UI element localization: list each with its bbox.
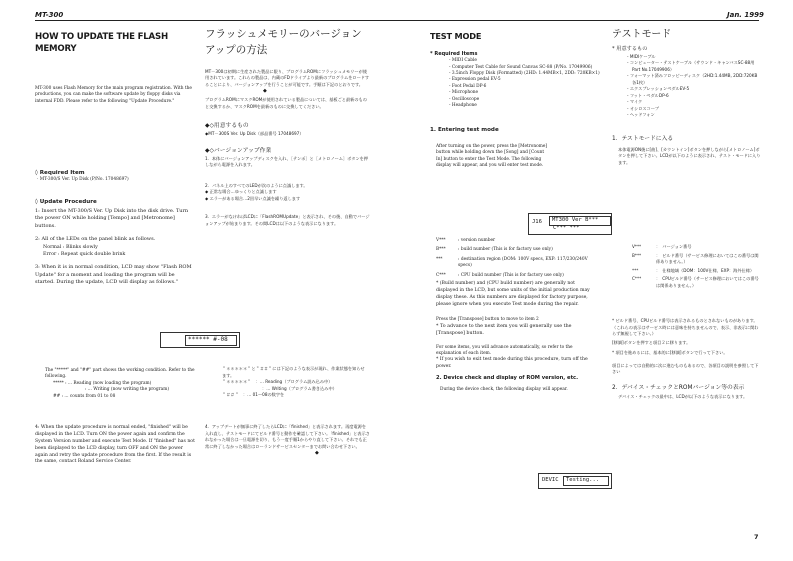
step4-en: 4: When the update procedure is normal ended, "finished" will be displayed in the LCD. Turn ON the power again and confirm the System Version number and execute Test Mode. If "finished" has not been displayed to the LCD display, turn OFF and ON the power again and retry the update procedure from the first. If the result is the same, contact Roland Service Center. [35, 425, 195, 465]
definitions-jp [632, 244, 762, 289]
required-item-jp: - オシロスコープ [627, 105, 659, 111]
required-item: - MIDI Cable [449, 58, 477, 64]
update-jp-heading: ◆◇バージョンアップ作業 [205, 148, 272, 155]
step3-en: 3: When it is in normal condition, LCD may show "Flash ROM Update" for a moment and loading the program will be started. During the update, LCD will display as follows." [35, 264, 192, 286]
required-item-en: · MT-300/S Ver. Up Disk (P/No. 17048697) [37, 177, 129, 183]
required-item-heading: ◊ Required Item [35, 170, 85, 177]
required-items-list-jp [612, 54, 762, 119]
device-check-jp-heading: 2．デバイス・チェックとROMバージョン等の表示 [612, 384, 745, 391]
intro-jp: MT－300は初期に生産された製品に限り、プログラムROMにフラッシュメモリーが使用されています。これらの製品は、内蔵のFDドライブより最新のプログラムをロードすることにより、バージョンアップを行うことが可能です。手順は下記のとおりです。 [205, 68, 370, 87]
entering-test-mode-en: After turning on the power, press the [Metronome] button while holding down the [Song] and [Count In] button to enter the Test Mode. The following display will appear, and you will enter test mode. [436, 143, 548, 169]
update-procedure-heading: ◊ Update Procedure [35, 198, 97, 205]
required-items-jp-heading: * 用意するもの [612, 46, 648, 52]
header-date: Jan. 1999 [727, 11, 764, 19]
required-item-jp: - エクスプレッションペダルEV-5 [627, 86, 690, 92]
working-condition-jp [222, 366, 368, 399]
lcd-display-test-mode [528, 213, 612, 235]
intro-en: MT-300 uses Flash Memory for the main program registration. With the productions, you can make the software update by floppy disks via internal FDD. Please refer to the following "Update Procedure." [35, 85, 192, 104]
required-item: - Headphone [449, 103, 477, 109]
required-item: - 3.5inch Floppy Disk (Formatted) (2HD: 1.44MB×1, 2DD: 720KB×1) [449, 71, 600, 77]
right-english-column [430, 27, 600, 170]
step2-jp: 2．パネル上のすべてのLEDが次のように点滅します。 [205, 182, 308, 188]
step2-error: Error : Repeat quick double brink [43, 252, 126, 258]
transpose-en: Press the [Transpose] button to move to item 2 [436, 316, 539, 322]
entering-test-mode-heading: 1. Entering test mode [430, 126, 499, 133]
required-items-list-en [430, 58, 600, 110]
required-item-jp: - フォーマット済みフロッピーディスク（2HD:1.44MB, 2DD:720KB 各1枚） [627, 73, 758, 85]
def-version-jp: V*** ： バージョン番号 [632, 244, 692, 249]
working-3-jp: ＂＃＃＂ ：… 01～08の数字を [222, 392, 285, 397]
left-english-column [35, 27, 195, 287]
def-build-jp: B*** ： ビルド番号（サービス修理においてはこの番号は関係ありません。） [632, 252, 759, 264]
diamond-mark-2: ◆ [315, 450, 319, 456]
lcd-display-device-check [538, 473, 612, 489]
working-jp: ＂＊＊＊＊＊＂と＂＃＃＂には下記のような表示が現れ、作業状態を知らせます。 [222, 366, 365, 378]
step4-jp-block [205, 424, 370, 457]
step1-jp: 1．本体にバージョンアップディスクを入れ、［テンポ］と［メトロノーム］ボタンを押しながら電源を入れます。 [205, 155, 369, 168]
step1-en: 1: Insert the MT-300/S Ver. Up Disk into the disk drive. Turn the power ON while holding [Tempo] and [Metronome] buttons. [35, 207, 189, 229]
lcd-line1: MT300 Ver B*** [549, 216, 611, 226]
required-items-heading: * Required Items [430, 50, 478, 57]
step4-jp: 4．アップデートが無事に終了したらLCDに「finished」と表示されます。再度電源を入れ直し、テストモードにてビルド番号と動作を確認して下さい。「finished」と表示されなかった場合は一旦電源を切り、もう一度手順1からやり直して下さい。それでも正常に終了しなかった場合はローランドサービスセンターまでお問い合わせ下さい。 [205, 424, 370, 449]
definitions-en [436, 238, 596, 393]
lcd3-text: Testing... [563, 476, 609, 486]
required-item-jp: - コンピューター・テストケーブル（サウンド・キャンバスSC-88用 Part No.17049906） [627, 60, 755, 72]
transpose-jp: [移調]ボタンを押すと項目２に移ります。 [612, 339, 691, 345]
def-version: V*** : version number [436, 238, 496, 243]
required-item-jp: - フット・ペダルDP-6 [627, 92, 669, 98]
diamond-mark: ◆ [263, 88, 267, 94]
header-model: MT-300 [35, 11, 64, 19]
required-item-jp: - MIDIケーブル [627, 53, 656, 59]
section-title-en: HOW TO UPDATE THE FLASH MEMORY [35, 32, 168, 55]
working-2-jp: ：… Writing（プログラム書き込み中） [262, 385, 337, 391]
working-2-en: : ... Writing (now writing the program) [85, 387, 169, 393]
device-check-en: During the device check, the following display will appear. [440, 386, 568, 392]
lcd-display-update [160, 332, 240, 348]
working-1-jp: ＂＊＊＊＊＊＂ ：… Reading（プログラム読み込み中） [222, 379, 333, 384]
step2-normal: Normal : Blinks slowly [43, 244, 98, 250]
working-3-en: ## : ... counts from 01 to 08 [53, 393, 116, 399]
step2-en: 2: All of the LEDs on the panel blink as follows. [35, 236, 156, 243]
required-item: - Computer Test Cable for Sound Canvas SC-88 (P/No. 17049906) [449, 64, 593, 70]
def-region-jp: *** ： 仕様地域（DOM：100V仕様、EXP：海外仕様） [632, 267, 755, 273]
right-japanese-column [612, 27, 762, 166]
advance-en: * To advance to the next item you will generally use the [Transpose] button. [436, 324, 572, 337]
entering-test-mode-jp-heading: 1．テストモードに入る [612, 135, 674, 142]
section-title-jp: フラッシュメモリーのバージョンアップの方法 [205, 28, 362, 56]
page-number: 7 [754, 533, 759, 541]
step3-jp: 3．エラーがなければLCDに「FlashROMUpdate」と表示され、その後、自動でバージョンアップが始まります。その間LCDは以下のような表示になります。 [205, 214, 370, 226]
working-1-en: ***** : ... Reading (now loading the program) [53, 380, 152, 386]
step4-en-block [35, 425, 195, 466]
working-condition-en [45, 368, 195, 400]
required-jp-item: ◆MT－300S Ver. Up Disk（部品番号 17048697） [205, 130, 304, 136]
test-mode-title-en: TEST MODE [430, 31, 482, 41]
lcd-left-label: J16 [532, 219, 542, 225]
lcd-line2: C*** *** [553, 225, 580, 231]
note-build-en: * (Build number) and (CPU build number) are generally not displayed in the LCD, but some units of the initial production may display these. As this numbers are displayed for factory purpose, please ignore when you execute Test mode during the repair. [436, 281, 590, 307]
required-jp-heading: ◆◇用意するもの [205, 123, 249, 130]
advance-note-en: For some items, you will advance automatically, so refer to the explanation of each item. [436, 344, 573, 356]
device-check-heading: 2. Device check and display of ROM version, etc. [436, 375, 579, 382]
required-item-jp: - マイク [627, 99, 643, 105]
required-item: - Oscilloscope [449, 96, 480, 102]
required-item: - Microphone [449, 90, 479, 96]
device-check-jp: デバイス・チェックの最中は、LCDが以下のような表示になります。 [618, 393, 748, 399]
advance-note-jp: 項目によっては自動的に次に進むものもあるので、各項目の説明を参照して下さい [612, 362, 759, 374]
test-mode-title-jp: テストモード [612, 29, 672, 40]
entering-test-mode-jp: 本体電源ON後に[曲]、[カウントイン]ボタンを押しながら[メトロノーム]ボタンを押して下さい。LCDが以下のように表示され、テスト・モードに入ります。 [618, 146, 761, 165]
def-cpu-jp: C*** ： CPUビルド番号（サービス修理においてはこの番号は関係ありません。） [632, 276, 759, 288]
note-jp: プログラムROMにマスクROMが使用されている製品については、基板ごと最新のものと交換するか、マスクROMを最新のものに交換してください。 [205, 97, 367, 109]
def-build: B*** : build number (This is for factory use only) [436, 247, 553, 253]
required-item: - Expression pedal EV-5 [449, 77, 501, 83]
required-item-jp: - ヘッドフォン [627, 112, 655, 118]
step2-jp-a: ◆ 正常な場合…ゆっくりと点滅します [205, 189, 277, 195]
def-cpu: C*** : CPU build number (This is for factory use only) [436, 272, 564, 278]
lcd-text-update: ****** #-08 [185, 335, 237, 346]
required-item: - Foot Pedal DP-6 [449, 83, 487, 89]
note-build-jp: * ビルド番号、CPUビルド番号は表示されるものとされないものがあります。（これらの表示はサービス時には意味を持ちませんので、表示、非表示に関わらず無視して下さい。） [612, 318, 759, 336]
exit-en: * If you wish to exit test mode during this procedure, turn off the power. [436, 357, 588, 370]
working-en: The "*****" and "##" part shows the working condition. Refer to the following. [45, 368, 195, 380]
def-region: *** : destination region (DOM: 100V specs, EXP: 117/230/240V specs) [436, 256, 588, 269]
header-rule [35, 20, 759, 21]
step2-jp-b: ◆ エラーがある場合…2回早い点滅を繰り返します [205, 195, 301, 201]
lcd3-left-label: DEVIC [542, 477, 559, 483]
notes-jp [612, 318, 762, 400]
advance-jp: * 項目を進めるには、基本的に[移調]ボタンで行って下さい。 [612, 350, 728, 355]
left-japanese-column [205, 27, 370, 227]
